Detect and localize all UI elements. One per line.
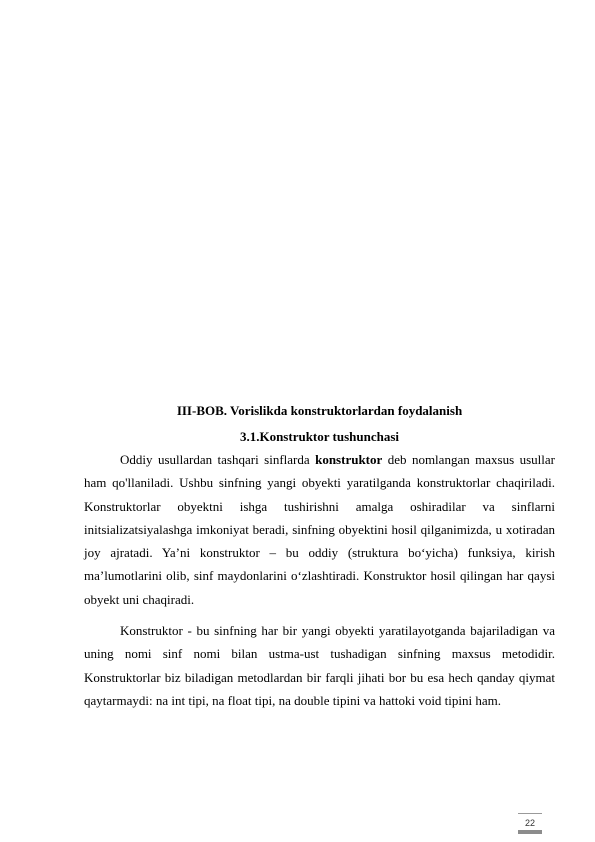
paragraph-1-text-end: deb nomlangan maxsus usullar ham qo'llaniladi. Ushbu sinfning yangi obyekti yaratilganda konstruktorlar chaqiriladi. Konstruktorlar obyektni ishga tushirishni amalga oshiradilar va sinflarni initsializatsiyalashga imkoniyat beradi, sinfning obyektini hosil qilganimizda, u xotiradan joy ajratadi. Ya’ni konstruktor – bu oddiy (struktura bo‘yicha) funksiya, kirish ma’lumotlarini olib, sinf maydonlarini o‘zlashtiradi. Konstruktor hosil qilingan har qaysi obyekt uni chaqiradi. [84, 452, 555, 607]
page-number: 22 [524, 818, 535, 828]
section-title: 3.1.Konstruktor tushunchasi [239, 429, 400, 444]
page-number-box [518, 806, 542, 836]
page-number-top-rule [518, 813, 542, 814]
paragraph-2: Konstruktor - bu sinfning har bir yangi obyekti yaratilayotganda bajariladigan va uning nomi sinf nomi bilan ustma-ust tushadigan sinfning maxsus metodidir. Konstruktorlar biz biladigan metodlardan bir farqli jihati bor bu esa hech qanday qiymat qaytarmaydi: na int tipi, na float tipi, na double tipini va hattoki void tipini ham. [84, 623, 555, 708]
paragraph-1-text-start: Oddiy usullardan tashqari sinflarda [120, 452, 316, 467]
paragraph-1-bold-term: konstruktor [315, 452, 383, 467]
chapter-title: III-BOB. Vorislikda konstruktorlardan foydalanish [176, 403, 463, 418]
page-number-bottom-bar [518, 830, 542, 834]
page-content [84, 402, 555, 712]
paragraph-1 [84, 448, 555, 611]
